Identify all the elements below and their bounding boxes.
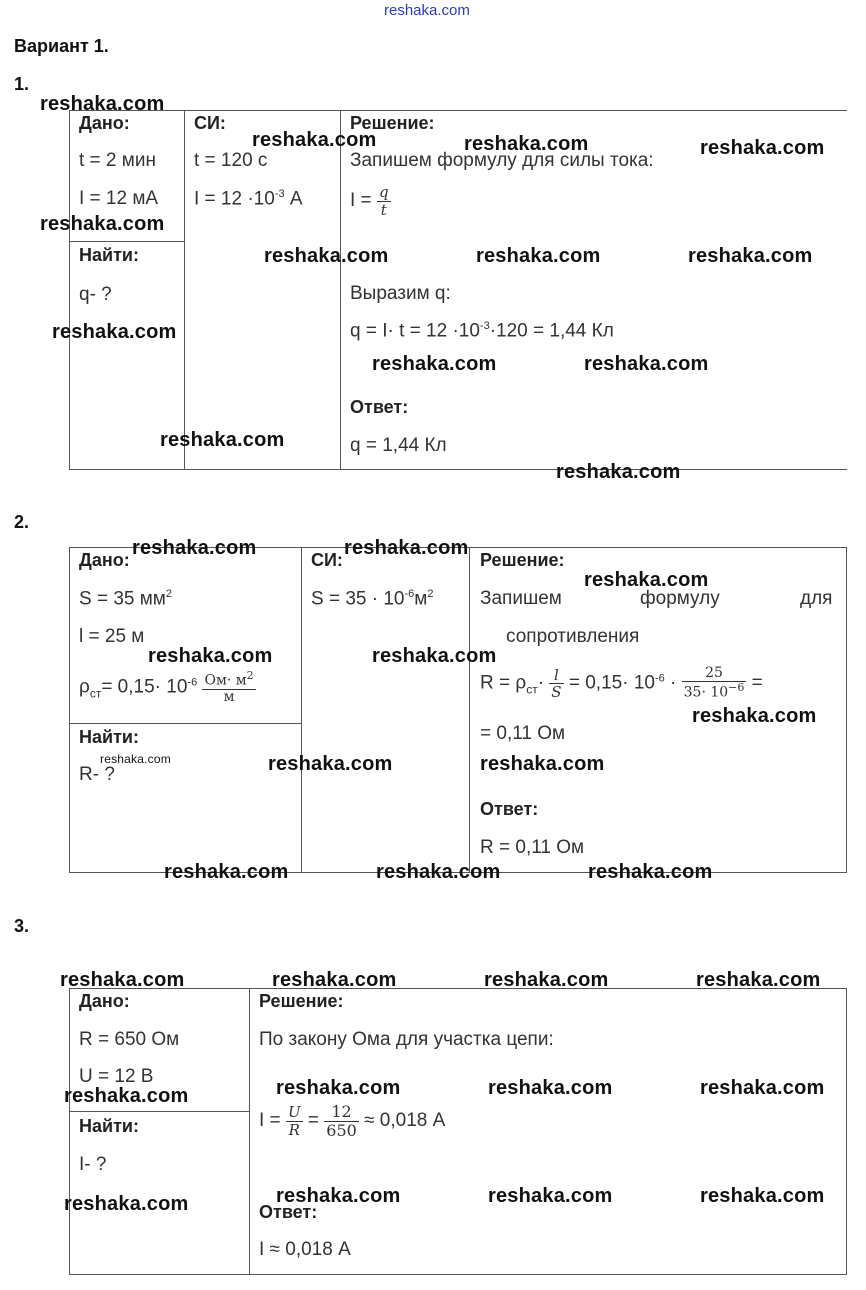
p3-otvet-label: Ответ: — [259, 1202, 318, 1222]
p2-answer: R = 0,11 Ом — [480, 837, 585, 858]
p1-formula: I = $\frac{q}{t}$ — [350, 183, 389, 219]
watermark: reshaka.com — [476, 245, 601, 267]
watermark: reshaka.com — [100, 752, 171, 766]
watermark: reshaka.com — [464, 133, 589, 155]
p3-right-border — [846, 988, 847, 1275]
p2-solution-line2: сопротивления — [506, 626, 640, 647]
p2-line1-word2: формулу — [640, 588, 720, 609]
watermark: reshaka.com — [696, 969, 821, 991]
watermark: reshaka.com — [40, 213, 165, 235]
problem-1-number: 1. — [14, 74, 30, 94]
watermark: reshaka.com — [372, 353, 497, 375]
p3-given-resistance: R = 650 Ом — [79, 1029, 180, 1050]
p2-given-divider — [69, 723, 302, 724]
p3-dano-label: Дано: — [79, 991, 130, 1011]
p2-najti-label: Найти: — [79, 727, 139, 747]
p1-si-label: СИ: — [194, 113, 226, 133]
p1-solution-line2: Выразим q: — [350, 283, 451, 304]
p1-si-time: t = 120 с — [194, 150, 268, 171]
p1-left-border — [69, 110, 70, 470]
watermark: reshaka.com — [480, 753, 605, 775]
p1-given-divider — [69, 241, 185, 242]
watermark: reshaka.com — [344, 537, 469, 559]
p3-calculation: I = $\frac{U}{R}$ = $\frac{12}{650}$ ≈ 0,018 А — [259, 1102, 446, 1140]
p3-find: I- ? — [79, 1154, 107, 1175]
p3-answer: I ≈ 0,018 А — [259, 1239, 351, 1260]
p2-col-divider-2 — [469, 547, 470, 873]
watermark: reshaka.com — [484, 969, 609, 991]
watermark: reshaka.com — [64, 1193, 189, 1215]
watermark: reshaka.com — [276, 1185, 401, 1207]
watermark: reshaka.com — [264, 245, 389, 267]
p1-find: q- ? — [79, 284, 112, 305]
watermark: reshaka.com — [52, 321, 177, 343]
p1-col-divider-1 — [184, 110, 185, 470]
p1-calculation: $q = I\cdot t = 12 \cdot 10^{-3}\cdot 120 = 1,44$ Кл — [350, 320, 614, 342]
p3-left-border — [69, 988, 70, 1275]
p3-solution-line1: По закону Ома для участка цепи: — [259, 1029, 554, 1050]
problem-3-number: 3. — [14, 916, 30, 936]
p3-bottom-border — [69, 1274, 847, 1275]
watermark: reshaka.com — [272, 969, 397, 991]
watermark: reshaka.com — [268, 753, 393, 775]
p1-answer: q = 1,44 Кл — [350, 435, 447, 456]
watermark: reshaka.com — [276, 1077, 401, 1099]
p2-find: R- ? — [79, 764, 115, 785]
variant-heading: Вариант 1. — [14, 36, 109, 56]
p2-line1-word1: Запишем — [480, 588, 562, 609]
watermark: reshaka.com — [372, 645, 497, 667]
watermark: reshaka.com — [164, 861, 289, 883]
watermark: reshaka.com — [700, 1077, 825, 1099]
p2-otvet-label: Ответ: — [480, 799, 539, 819]
p3-najti-label: Найти: — [79, 1116, 139, 1136]
p2-given-resistivity: $\rho_{ст}= 0,15\cdot 10^{-6}$ $\frac{Ом\cdot м^2}{м}$ — [79, 669, 254, 706]
p2-si-area: $S = 35 \cdot 10^{-6}м^2$ — [311, 588, 434, 610]
p3-given-divider — [69, 1111, 249, 1112]
watermark: reshaka.com — [700, 137, 825, 159]
p2-given-area: S = 35 $мм^2$ — [79, 588, 172, 610]
p1-najti-label: Найти: — [79, 245, 139, 265]
watermark: reshaka.com — [688, 245, 813, 267]
p1-otvet-label: Ответ: — [350, 397, 409, 417]
watermark: reshaka.com — [584, 353, 709, 375]
watermark: reshaka.com — [148, 645, 273, 667]
watermark: reshaka.com — [252, 129, 377, 151]
watermark: reshaka.com — [160, 429, 285, 451]
watermark: reshaka.com — [64, 1085, 189, 1107]
p2-result: = 0,11 Ом — [480, 723, 566, 744]
p1-bottom-border — [69, 469, 847, 470]
p3-col-divider — [249, 988, 250, 1275]
watermark: reshaka.com — [132, 537, 257, 559]
p2-calculation: $R = \rho_{ст}\cdot$ $\frac{l}{S}$ = $0,15\cdot 10^{-6}$ · $\frac{25}{35\cdot 10^{-6}}$ = — [480, 665, 763, 702]
watermark: reshaka.com — [40, 93, 165, 115]
watermark: reshaka.com — [556, 461, 681, 483]
p1-dano-label: Дано: — [79, 113, 130, 133]
site-header-link[interactable]: reshaka.com — [384, 2, 470, 19]
p1-given-time: t = 2 мин — [79, 150, 156, 171]
p1-top-border — [69, 110, 847, 111]
p1-si-current: $I = 12 \cdot 10^{-3}$ А — [194, 188, 303, 210]
watermark: reshaka.com — [700, 1185, 825, 1207]
p1-solution-line1: Запишем формулу для силы тока: — [350, 150, 654, 171]
watermark: reshaka.com — [488, 1185, 613, 1207]
p2-si-label: СИ: — [311, 550, 343, 570]
p2-line1-word3: для — [800, 588, 833, 609]
watermark: reshaka.com — [588, 861, 713, 883]
watermark: reshaka.com — [692, 705, 817, 727]
p1-col-divider-2 — [340, 110, 341, 470]
watermark: reshaka.com — [376, 861, 501, 883]
watermark: reshaka.com — [584, 569, 709, 591]
p3-reshenie-label: Решение: — [259, 991, 344, 1011]
p3-given-voltage: U = 12 В — [79, 1066, 154, 1087]
p2-reshenie-label: Решение: — [480, 550, 565, 570]
problem-2-number: 2. — [14, 512, 30, 532]
watermark: reshaka.com — [60, 969, 185, 991]
p1-reshenie-label: Решение: — [350, 113, 435, 133]
p2-given-length: l = 25 м — [79, 626, 145, 647]
p2-right-border — [846, 547, 847, 873]
p2-dano-label: Дано: — [79, 550, 130, 570]
p1-given-current: I = 12 мА — [79, 188, 159, 209]
p2-left-border — [69, 547, 70, 873]
p2-col-divider-1 — [301, 547, 302, 873]
watermark: reshaka.com — [488, 1077, 613, 1099]
